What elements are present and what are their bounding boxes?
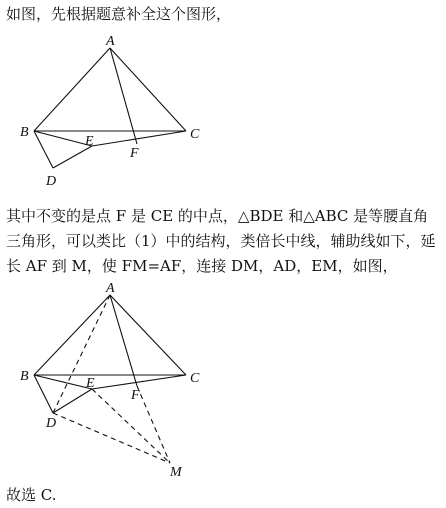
conclusion-text: 故选 C. <box>6 486 57 504</box>
label-b: B <box>20 125 29 140</box>
label-d: D <box>46 416 57 431</box>
segment-bd <box>34 375 53 413</box>
segment-ab <box>34 295 110 375</box>
label-d: D <box>46 174 57 189</box>
segment-be <box>34 375 92 389</box>
label-e: E <box>85 134 94 149</box>
label-c: C <box>190 371 200 386</box>
segment-ec <box>92 375 186 389</box>
label-m: M <box>170 465 182 480</box>
dashed-segment-fm <box>137 386 170 463</box>
label-c: C <box>190 127 200 142</box>
segment-ec <box>92 131 186 146</box>
body-text: 其中不变的是点 F 是 CE 的中点，△BDE 和△ABC 是等腰直角三角形，可以类比（1）中的结构，类倍长中线，辅助线如下，延长 AF 到 M，使 FM=AF，连接 DM，AD，EM，如图， <box>6 207 436 275</box>
label-f: F <box>130 146 139 161</box>
label-f: F <box>131 388 140 403</box>
dashed-segment-dm <box>53 413 170 463</box>
intro-text: 如图，先根据题意补全这个图形， <box>6 5 232 23</box>
figure-1-geometry <box>0 34 446 194</box>
segment-be <box>34 131 92 146</box>
segment-bd <box>34 131 53 168</box>
figure-2-geometry <box>0 278 446 483</box>
label-a: A <box>106 34 115 49</box>
segment-de <box>53 146 92 168</box>
label-b: B <box>20 369 29 384</box>
segment-ab <box>34 48 110 131</box>
label-e: E <box>86 376 95 391</box>
label-a: A <box>106 281 115 296</box>
